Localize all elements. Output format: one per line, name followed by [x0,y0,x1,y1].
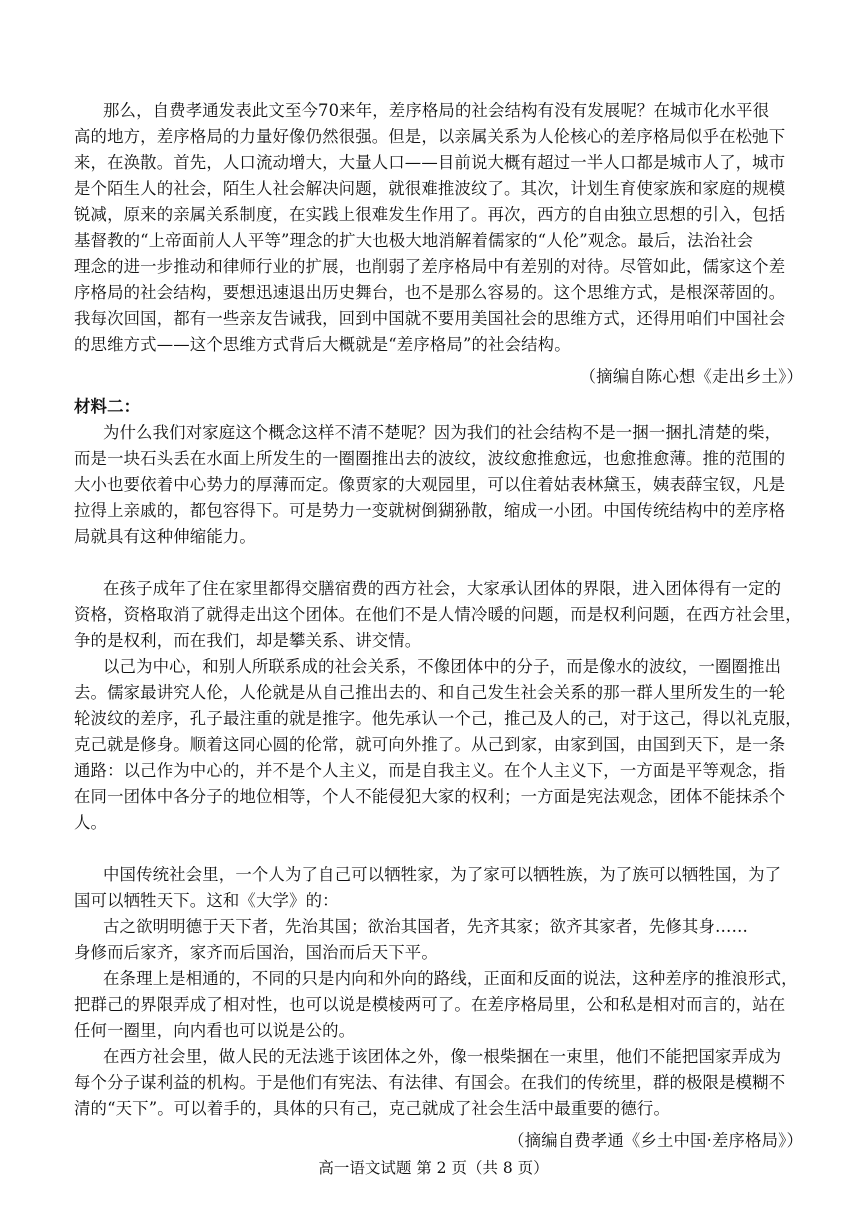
source-citation: （摘编自费孝通《乡土中国·差序格局》） [508,1131,803,1150]
text-line: 来，在涣散。首先，人口流动增大，大量人口——目前说大概有超过一半人口都是城市人了，城市 [74,153,786,172]
text-line: 高的地方，差序格局的力量好像仍然很强。但是，以亲属关系为人伦核心的差序格局似乎在松弛下 [74,127,786,146]
text-line: 争的是权利，而在我们，却是攀关系、讲交情。 [74,631,422,650]
text-line: 资格，资格取消了就得走出这个团体。在他们不是人情冷暖的问题，而是权利问题，在西方社会里， [74,605,802,624]
text-line: 人。 [74,813,108,832]
text-line: 把群己的界限弄成了相对性，也可以说是模棱两可了。在差序格局里，公和私是相对而言的，站在 [74,995,786,1014]
text-line: 清的“天下”。可以着手的，具体的只有己，克己就成了社会生活中最重要的德行。 [74,1099,670,1118]
text-line: 国可以牺牲天下。这和《大学》的： [74,891,339,910]
text-line: 大小也要依着中心势力的厚薄而定。像贾家的大观园里，可以住着姑表林黛玉，姨表薛宝钗，凡是 [74,475,786,494]
text-line: 的思维方式——这个思维方式背后大概就是“差序格局”的社会结构。 [74,335,571,354]
text-line: 轮波纹的差序，孔子最注重的就是推字。他先承认一个己，推己及人的己，对于这己，得以礼克服， [74,709,802,728]
text-line: 那么，自费孝通发表此文至今70来年，差序格局的社会结构有没有发展呢？在城市化水平很 [103,101,770,120]
text-line: 我每次回国，都有一些亲友告诫我，回到中国就不要用美国社会的思维方式，还得用咱们中国社会 [74,309,786,328]
text-line: 是个陌生人的社会，陌生人社会解决问题，就很难推波纹了。其次，计划生育使家族和家庭的规模 [74,179,786,198]
text-line: 基督教的“上帝面前人人平等”理念的扩大也极大地消解着儒家的“人伦”观念。最后，法治社会 [74,231,754,250]
section-heading: 材料二： [74,397,141,416]
text-line: 而是一块石头丢在水面上所发生的一圈圈推出去的波纹，波纹愈推愈远，也愈推愈薄。推的范围的 [74,449,786,468]
text-line: 理念的进一步推动和律师行业的扩展，也削弱了差序格局中有差别的对待。尽管如此，儒家这个差 [74,257,786,276]
source-citation: （摘编自陈心想《走出乡土》） [579,367,803,386]
quote-line: 身修而后家齐，家齐而后国治，国治而后天下平。 [74,943,438,962]
text-line: 在条理上是相通的，不同的只是内向和外向的路线，正面和反面的说法，这种差序的推浪形式， [103,969,798,988]
text-line: 拉得上亲戚的，都包容得下。可是势力一变就树倒猢狲散，缩成一小团。中国传统结构中的差序格 [74,501,786,520]
text-line: 在同一团体中各分子的地位相等，个人不能侵犯大家的权利；一方面是宪法观念，团体不能抹杀个 [74,787,786,806]
text-line: 序格局的社会结构，要想迅速退出历史舞台，也不是那么容易的。这个思维方式，是根深蒂固的。 [74,283,786,302]
text-line: 通路：以己作为中心的，并不是个人主义，而是自我主义。在个人主义下，一方面是平等观念，指 [74,761,786,780]
text-line: 每个分子谋利益的机构。于是他们有宪法、有法律、有国会。在我们的传统里，群的极限是模糊不 [74,1073,786,1092]
text-line: 克己就是修身。顺着这同心圆的伦常，就可向外推了。从己到家，由家到国，由国到天下，是一条 [74,735,786,754]
text-line: 任何一圈里，向内看也可以说是公的。 [74,1021,356,1040]
text-line: 去。儒家最讲究人伦，人伦就是从自己推出去的、和自己发生社会关系的那一群人里所发生的一轮 [74,683,786,702]
text-line: 在孩子成年了住在家里都得交膳宿费的西方社会，大家承认团体的界限，进入团体得有一定的 [103,579,782,598]
page-footer: 高一语文试题 第 2 页（共 8 页） [318,1159,549,1177]
text-line: 锐减，原来的亲属关系制度，在实践上很难发生作用了。再次，西方的自由独立思想的引入，包括 [74,205,786,224]
text-line: 以己为中心，和别人所联系成的社会关系，不像团体中的分子，而是像水的波纹，一圈圈推出 [103,657,782,676]
text-line: 中国传统社会里，一个人为了自己可以牺牲家，为了家可以牺牲族，为了族可以牺牲国，为了 [103,865,782,884]
text-line: 为什么我们对家庭这个概念这样不清不楚呢？因为我们的社会结构不是一捆一捆扎清楚的柴， [103,423,782,442]
quote-line: 古之欲明明德于天下者，先治其国；欲治其国者，先齐其家；欲齐其家者，先修其身…… [103,917,749,936]
text-line: 局就具有这种伸缩能力。 [74,527,256,546]
text-line: 在西方社会里，做人民的无法逃于该团体之外，像一根柴捆在一束里，他们不能把国家弄成为 [103,1047,782,1066]
